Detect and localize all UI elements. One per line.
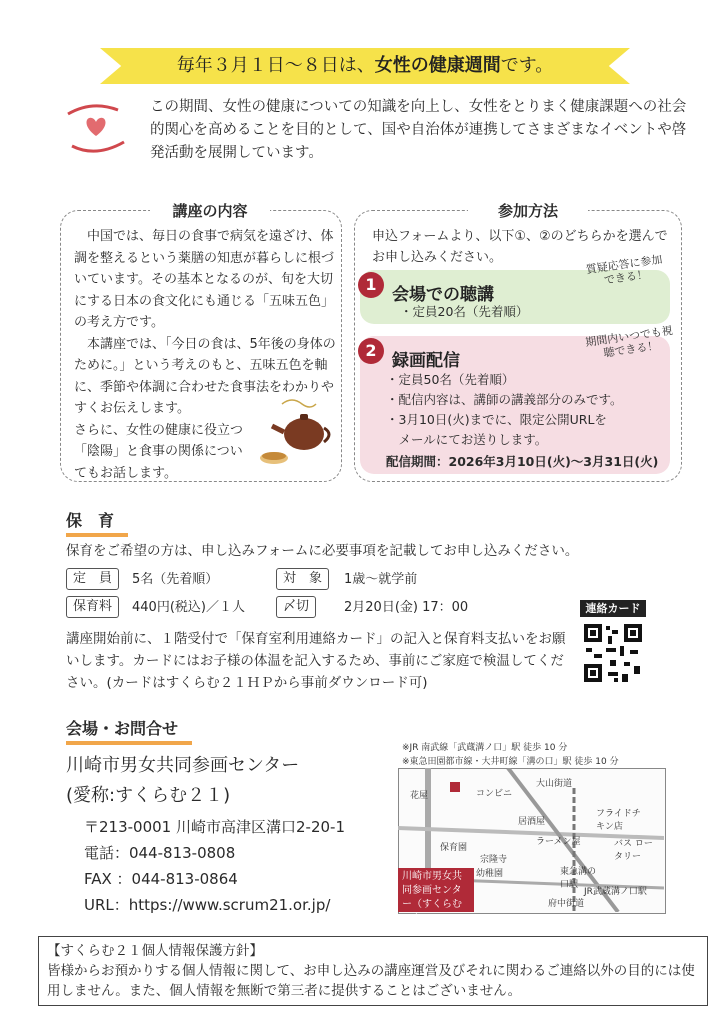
teapot-icon [252, 396, 336, 470]
childcare-note: 講座開始前に、１階受付で「保育室利用連絡カード」の記入と保育料支払いをお願いします。カードにはお子様の体温を記入するため、事前にご家庭で検温してください。(カードはすくらむ２１ＨＰから事前ダウンロード可) [66, 631, 566, 691]
capacity-value: 5名（先着順） [132, 572, 219, 587]
map-label-tokyu-station: 東急溝の口駅 [560, 867, 597, 890]
map-label-conbini: コンビニ [476, 789, 513, 799]
option2-period: 配信期間：2026年3月10日(火)～3月31日(火) [386, 454, 659, 469]
qr-label: 連絡カード [580, 600, 646, 617]
childcare-title: 保 育 [66, 508, 128, 537]
venue-fax: FAX ：044-813-0864 [84, 870, 238, 888]
option2-item-2: ・配信内容は、講師の講義部分のみです。 [386, 392, 623, 407]
option1-note: 質疑応答に参加できる！ [585, 252, 664, 287]
map-center-label: 川崎市男女共同参画センター（すくらむ21） [398, 868, 474, 912]
map-label-temple: 宗隆寺 [480, 855, 508, 865]
intro-text: この期間、女性の健康についての知識を向上し、女性をとりまく健康課題への社会的関心を高めることを目的として、国や自治体が連携してさまざまなイベントや啓発活動を展開しています。 [150, 99, 687, 161]
lecture-p3: さらに、女性の健康に役立つ「陰陽」と食事の関係についてもお話します。 [74, 422, 244, 481]
venue-tel[interactable]: 電話：044-813-0808 [84, 844, 236, 862]
venue-url[interactable]: URL：https://www.scrum21.or.jp/ [84, 896, 331, 914]
venue-title: 会場・お問合せ [66, 716, 192, 745]
privacy-title: 【すくらむ２１個人情報保護方針】 [47, 943, 263, 959]
join-title: 参加方法 [468, 200, 588, 221]
option1-number: 1 [358, 272, 384, 298]
option2-item-3: ・3月10日(火)までに、限定公開URLを [386, 412, 607, 427]
map-label-chicken: フライドチキン店 [596, 809, 641, 832]
capacity-tag: 定 員 [66, 568, 119, 590]
banner-title: 毎年３月１日～８日は、女性の健康週間です。 [176, 55, 554, 76]
access-jr: ※JR 南武線「武蔵溝ノ口」駅 徒歩 10 分 [402, 743, 568, 753]
privacy-box [38, 936, 708, 1006]
map-label-fuchu: 府中街道 [548, 899, 585, 909]
option1-title: 会場での聴講 [392, 285, 494, 305]
option2-item-4: メールにてお送りします。 [386, 432, 548, 447]
venue-nickname: (愛称:すくらむ２１) [66, 785, 231, 806]
map-label-nursery: 保育園 [440, 843, 468, 853]
fee-value: 440円(税込)／１人 [132, 600, 245, 615]
deadline-tag: 〆切 [276, 596, 316, 618]
venue-address: 〒213-0001 川崎市高津区溝口2-20-1 [84, 818, 345, 836]
option2-item-1: ・定員50名（先着順） [386, 372, 515, 387]
target-tag: 対 象 [276, 568, 329, 590]
qr-code[interactable] [580, 620, 646, 686]
map-label-kindergarten: 幼稚園 [476, 869, 504, 879]
option1-item: ・定員20名（先着順） [400, 304, 529, 319]
map-label-oyama: 大山街道 [536, 779, 573, 789]
lecture-p1: 中国では、毎日の食事で病気を遠ざけ、体調を整えるという薬膳の知恵が暮らしに根づいています。その基本となるのが、旬を大切にする日本の食文化にも通じる「五味五色」の考え方です。 [74, 229, 335, 330]
option2-note: 期間内いつでも視聴できる！ [584, 324, 674, 360]
privacy-text: 皆様からお預かりする個人情報に関して、お申し込みの講座運営及びそれに関わるご連絡以外の目的には使用しません。また、個人情報を無断で第三者に提供することはございません。 [47, 963, 695, 999]
target-value: 1歳～就学前 [344, 572, 418, 587]
childcare-lead: 保育をご希望の方は、申し込みフォームに必要事項を記載してお申し込みください。 [66, 543, 579, 559]
join-lead: 申込フォームより、以下①、②のどちらかを選んでお申し込みください。 [372, 229, 668, 265]
hands-heart-icon [62, 96, 130, 158]
option2-title: 録画配信 [392, 351, 460, 371]
option2-number: 2 [358, 338, 384, 364]
map-label-florist: 花屋 [410, 791, 429, 801]
map-label-izakaya: 居酒屋 [518, 817, 546, 827]
venue-name: 川崎市男女共同参画センター [66, 755, 300, 776]
map-label-jr-station: JR武蔵溝ノ口駅 [584, 887, 647, 897]
map-label-ramen: ラーメン屋 [536, 837, 581, 847]
lecture-title: 講座の内容 [150, 200, 270, 221]
map-label-bus: バス ロータリー [614, 839, 653, 862]
lecture-p2: 本講座では、「今日の食は、5年後の身体のために。」という考えのもと、五味五色を軸に、季節や体調に合わせた食事法をわかりやすくお伝えします。 [74, 336, 336, 416]
access-tokyu: ※東急田園都市線・大井町線「溝の口」駅 徒歩 10 分 [402, 757, 619, 767]
deadline-value: 2月20日(金) 17：00 [344, 600, 469, 615]
fee-tag: 保育料 [66, 596, 119, 618]
